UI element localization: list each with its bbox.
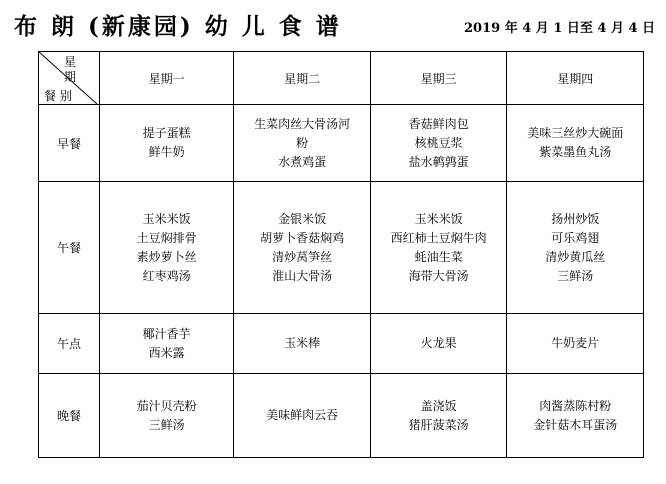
menu-cell-snack-wed bbox=[370, 314, 507, 374]
dish-item: 胡萝卜香菇焖鸡 bbox=[260, 230, 345, 245]
date-range: 2019 年 4 月 1 日至 4 月 4 日 bbox=[464, 21, 656, 36]
menu-cell-dinner-mon bbox=[99, 374, 233, 458]
dish-list bbox=[371, 210, 507, 286]
dish-item: 红枣鸡汤 bbox=[142, 268, 191, 283]
dish-item: 核桃豆浆 bbox=[414, 135, 463, 150]
day-header-wed: 星期三 bbox=[370, 52, 507, 105]
corner-label-day bbox=[63, 55, 77, 85]
dish-item: 蚝油生菜 bbox=[414, 249, 463, 264]
dish-item: 三鲜汤 bbox=[557, 268, 594, 283]
dish-item: 鲜牛奶 bbox=[148, 145, 185, 159]
dish-item: 提子蛋糕 bbox=[142, 126, 191, 140]
menu-cell-lunch-thu bbox=[507, 182, 644, 314]
day-header-thu: 星期四 bbox=[507, 52, 644, 105]
menu-cell-snack-thu bbox=[507, 314, 644, 374]
menu-cell-dinner-tue bbox=[234, 374, 371, 458]
meal-row-breakfast bbox=[39, 105, 644, 182]
menu-cell-breakfast-tue bbox=[234, 105, 371, 182]
dish-item: 扬州炒饭 bbox=[551, 211, 600, 226]
day-header-mon: 星期一 bbox=[99, 52, 233, 105]
menu-cell-lunch-mon bbox=[99, 182, 233, 314]
dish-item: 清炒莴笋丝 bbox=[272, 249, 333, 264]
dish-list bbox=[507, 210, 643, 286]
dish-list bbox=[100, 325, 233, 363]
menu-cell-lunch-wed bbox=[370, 182, 507, 314]
dish-item: 生菜肉丝大骨汤河 bbox=[254, 116, 351, 131]
header-row bbox=[39, 52, 644, 105]
dish-list bbox=[371, 397, 507, 435]
menu-table bbox=[38, 51, 644, 458]
dish-item: 美味鲜肉云吞 bbox=[266, 408, 339, 422]
dish-item: 香菇鲜肉包 bbox=[408, 116, 469, 131]
day-header-tue: 星期二 bbox=[234, 52, 371, 105]
page-title: 布 朗 (新康园) 幼 儿 食 谱 bbox=[14, 13, 342, 40]
meal-row-dinner bbox=[39, 374, 644, 458]
dish-item: 紫菜墨鱼丸汤 bbox=[539, 145, 612, 159]
dish-item: 西红柿土豆焖牛肉 bbox=[390, 230, 487, 245]
dish-item: 猪肝菠菜汤 bbox=[408, 417, 469, 432]
dish-item: 清炒黄瓜丝 bbox=[545, 249, 606, 264]
meal-row-snack bbox=[39, 314, 644, 374]
meal-label: 早餐 bbox=[39, 105, 100, 182]
dish-list bbox=[234, 115, 370, 172]
menu-cell-dinner-wed bbox=[370, 374, 507, 458]
dish-list bbox=[234, 406, 370, 425]
dish-list bbox=[371, 115, 507, 172]
menu-cell-breakfast-mon bbox=[99, 105, 233, 182]
dish-item: 牛奶麦片 bbox=[551, 336, 600, 350]
dish-item: 火龙果 bbox=[420, 336, 457, 350]
dish-list bbox=[507, 397, 643, 435]
dish-item: 金银米饭 bbox=[278, 211, 327, 226]
dish-item: 玉米棒 bbox=[284, 336, 321, 350]
dish-list bbox=[234, 210, 370, 286]
dish-item: 淮山大骨汤 bbox=[272, 268, 333, 283]
corner-label-meal: 餐 别 bbox=[44, 89, 72, 103]
dish-list bbox=[507, 124, 643, 162]
dish-list bbox=[100, 397, 233, 435]
meal-label: 午点 bbox=[39, 314, 100, 374]
dish-item: 素炒萝卜丝 bbox=[136, 249, 197, 264]
dish-item: 可乐鸡翅 bbox=[551, 230, 600, 245]
dish-item: 盖浇饭 bbox=[420, 398, 457, 413]
meal-label: 午餐 bbox=[39, 182, 100, 314]
menu-cell-breakfast-wed bbox=[370, 105, 507, 182]
menu-cell-breakfast-thu bbox=[507, 105, 644, 182]
dish-item: 玉米米饭 bbox=[142, 211, 191, 226]
dish-item: 水煮鸡蛋 bbox=[278, 154, 327, 169]
dish-list bbox=[371, 334, 507, 353]
corner-label-day-1: 星 bbox=[63, 55, 76, 69]
dish-list bbox=[234, 334, 370, 353]
dish-item: 玉米米饭 bbox=[414, 211, 463, 226]
dish-item: 椰汁香芋 bbox=[142, 326, 191, 341]
dish-list bbox=[100, 124, 233, 162]
menu-cell-dinner-thu bbox=[507, 374, 644, 458]
dish-list bbox=[507, 334, 643, 353]
meal-row-lunch bbox=[39, 182, 644, 314]
dish-item: 西米露 bbox=[148, 345, 185, 360]
menu-cell-snack-mon bbox=[99, 314, 233, 374]
corner-cell bbox=[39, 52, 100, 105]
dish-item: 茄汁贝壳粉 bbox=[136, 398, 197, 413]
dish-list bbox=[100, 210, 233, 286]
meal-label: 晚餐 bbox=[39, 374, 100, 458]
dish-item: 土豆焖排骨 bbox=[136, 230, 197, 245]
dish-item: 海带大骨汤 bbox=[408, 268, 469, 283]
dish-item: 肉酱蒸陈村粉 bbox=[539, 398, 612, 413]
dish-item: 美味三丝炒大碗面 bbox=[527, 126, 624, 140]
dish-item: 金针菇木耳蛋汤 bbox=[533, 417, 618, 432]
dish-item: 盐水鹌鹑蛋 bbox=[408, 154, 469, 169]
menu-cell-snack-tue bbox=[234, 314, 371, 374]
dish-item: 粉 bbox=[296, 135, 309, 150]
dish-item: 三鲜汤 bbox=[148, 417, 185, 432]
menu-cell-lunch-tue bbox=[234, 182, 371, 314]
corner-label-day-2: 期 bbox=[63, 70, 76, 84]
